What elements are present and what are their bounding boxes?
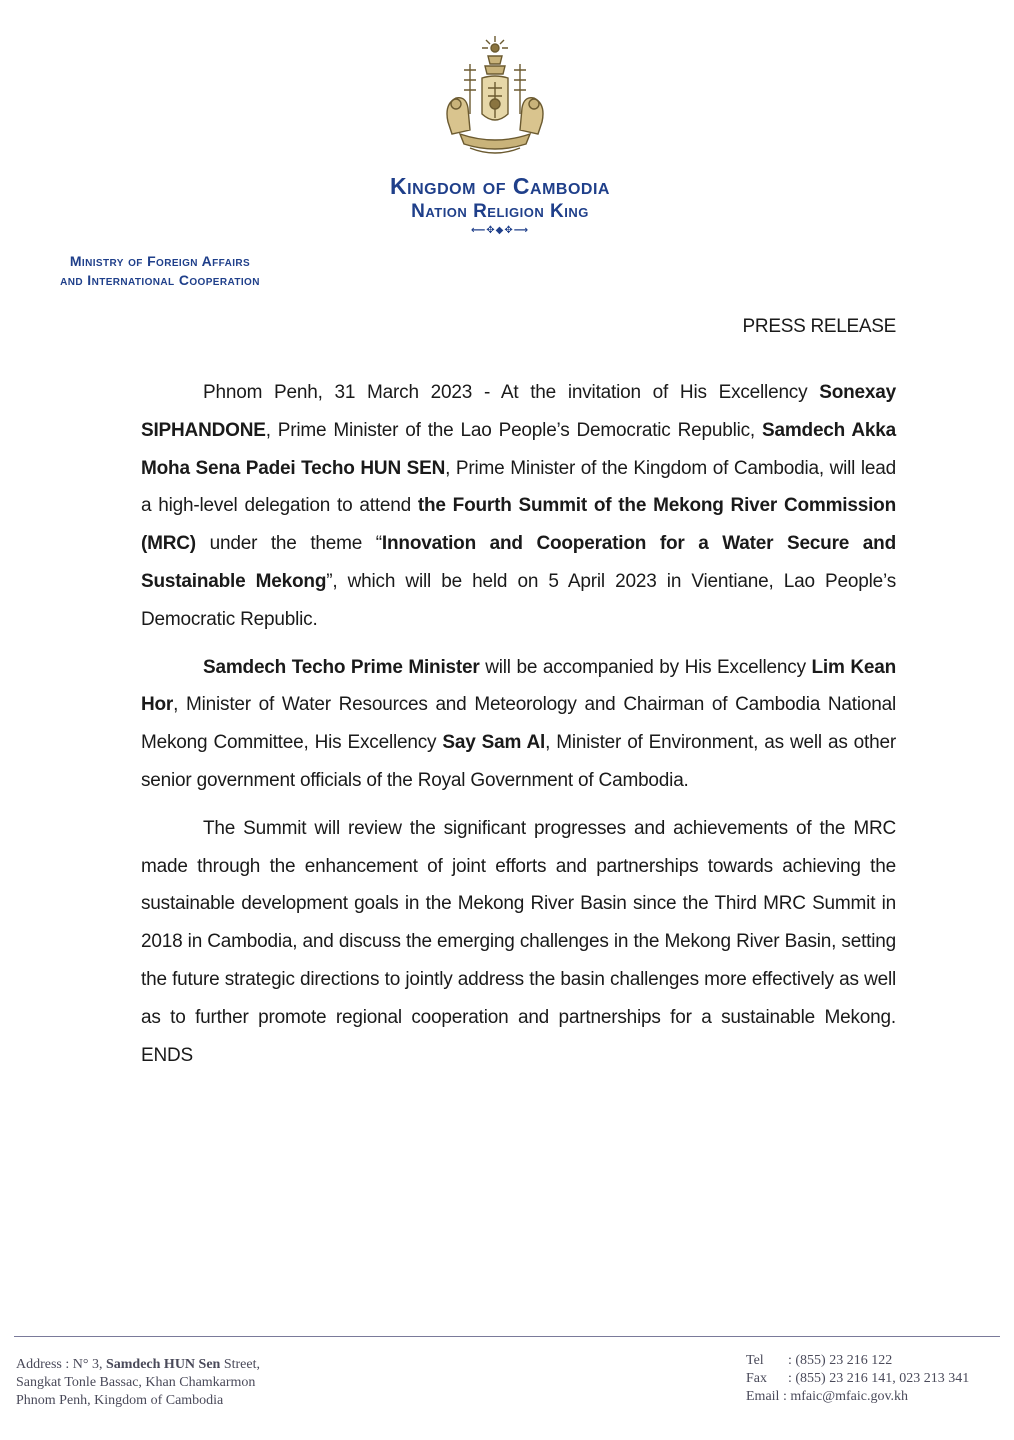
national-motto: Nation Religion King [411,201,589,222]
text-run: ”, which will be held on 5 April 2023 in Vientiane, Lao People’s Democratic Republic. [141,570,896,630]
fax-value: : (855) 23 216 141, 023 213 341 [788,1371,970,1386]
address-line-1 [16,1356,260,1374]
address-street-suffix: Street, [220,1357,260,1372]
text-run: The Summit will review the significant progresses and achievements of the MRC made through the enhancement of joint efforts and partnerships towards achieving the sustainable development goals in the Mekong River Basin since the Third MRC Summit in 2018 in Cambodia, and discuss the emerging challenges in the Mekong River Basin, setting the future strategic directions to jointly address the basin challenges more effectively as well as to further promote regional cooperation and partnerships for a sustainable Mekong. ENDS [141,817,896,1066]
footer-address [16,1356,260,1410]
bold-run: Innovation and Cooperation for a Water Secure and Sustainable Mekong [141,533,896,592]
text-run: , Prime Minister of the Lao People’s Democratic Republic, [265,419,762,441]
email-value[interactable]: : mfaic@mfaic.gov.kh [782,1389,909,1404]
ministry-line-1: Ministry of Foreign Affairs [69,253,251,269]
footer-divider [14,1336,1000,1337]
address-line-3: Phnom Penh, Kingdom of Cambodia [16,1393,224,1408]
bold-run: Samdech Techo Prime Minister [203,656,480,678]
bold-run: Samdech Akka Moha Sena Padei Techo HUN SEN [141,419,896,479]
text-run: , Minister of Water Resources and Meteorology and Chairman of Cambodia National Mekong Committee, His Excellency [141,694,896,754]
email-row [746,1388,969,1406]
body-paragraph-1 [141,374,896,639]
ornament-divider: ⟵✥◆✥⟶ [470,225,530,236]
country-heading [300,172,700,238]
body-paragraph-3 [141,810,896,1075]
ministry-line-2: and International Cooperation [60,272,260,288]
fax-row [746,1370,969,1388]
text-run: will be accompanied by His Excellency [479,656,812,678]
email-label: Email [746,1389,780,1404]
country-name: Kingdom of Cambodia [390,173,610,199]
bold-run: the Fourth Summit of the Mekong River Commission (MRC) [141,495,896,555]
tel-value: : (855) 23 216 122 [788,1353,893,1368]
document-type-label: PRESS RELEASE [742,316,896,337]
fax-label: Fax [746,1371,767,1386]
address-street: Samdech HUN Sen [105,1357,221,1372]
bold-run: Lim Kean Hor [141,656,896,716]
press-release-body [141,374,896,1084]
tel-row [746,1352,969,1370]
text-run: , Minister of Environment, as well as other senior government officials of the Royal Government of Cambodia. [141,732,896,791]
tel-label: Tel [746,1353,764,1368]
footer-contact [746,1352,969,1406]
text-run: under the theme “ [195,533,382,555]
text-run: Phnom Penh, 31 March 2023 - At the invitation of His Excellency [203,382,820,403]
ministry-name [14,252,306,290]
bold-run: Sonexay SIPHANDONE [141,382,896,441]
text-run: , Prime Minister of the Kingdom of Cambodia, will lead a high-level delegation to attend [141,457,896,517]
address-label: Address : N° 3, [16,1357,106,1372]
address-line-2: Sangkat Tonle Bassac, Khan Chamkarmon [16,1375,256,1390]
body-paragraph-2 [141,649,896,800]
royal-crest-emblem [430,34,560,164]
bold-run: Say Sam Al [442,732,546,754]
